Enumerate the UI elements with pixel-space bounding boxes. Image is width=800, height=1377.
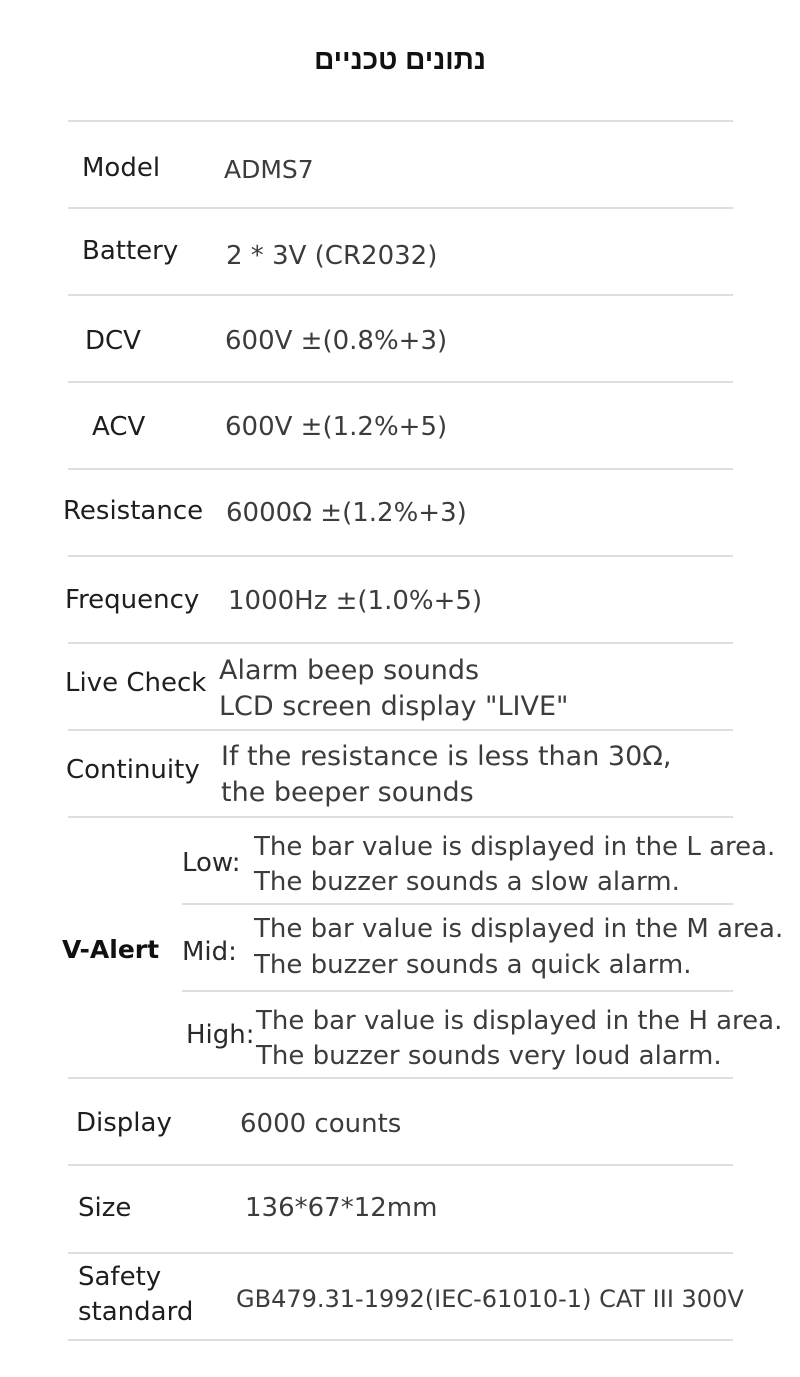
valert-line: The buzzer sounds very loud alarm. <box>256 1041 722 1071</box>
spec-value: GB479.31-1992(IEC-61010-1) CAT III 300V <box>236 1285 744 1313</box>
divider <box>68 642 733 644</box>
spec-label: V-Alert <box>62 935 160 964</box>
spec-label: Size <box>78 1193 132 1223</box>
spec-label: ACV <box>92 412 146 442</box>
valert-level-low: Low: <box>182 848 241 878</box>
divider <box>182 903 733 905</box>
spec-label: Battery <box>82 236 179 266</box>
spec-value: 2 * 3V (CR2032) <box>226 241 438 271</box>
spec-label: Continuity <box>66 755 200 785</box>
spec-value: 600V ±(1.2%+5) <box>225 412 448 442</box>
valert-line: The bar value is displayed in the H area. <box>256 1006 783 1036</box>
spec-value-line: Alarm beep sounds <box>219 655 480 686</box>
divider <box>68 207 733 209</box>
spec-label-line: standard <box>78 1297 194 1327</box>
divider <box>68 729 733 731</box>
valert-level-high: High: <box>186 1020 255 1050</box>
spec-value-line: the beeper sounds <box>221 777 474 808</box>
valert-line: The buzzer sounds a slow alarm. <box>254 867 680 897</box>
divider <box>68 1252 733 1254</box>
divider <box>68 816 733 818</box>
spec-label: Display <box>76 1108 172 1138</box>
valert-line: The buzzer sounds a quick alarm. <box>254 950 692 980</box>
spec-value: 136*67*12mm <box>245 1193 438 1223</box>
divider <box>182 990 733 992</box>
spec-value: 6000 counts <box>240 1109 402 1139</box>
spec-label: Live Check <box>65 668 207 698</box>
spec-value-line: If the resistance is less than 30Ω, <box>221 741 672 772</box>
spec-value: 6000Ω ±(1.2%+3) <box>226 498 467 528</box>
divider <box>68 555 733 557</box>
divider <box>68 120 733 122</box>
divider <box>68 1164 733 1166</box>
divider <box>68 468 733 470</box>
spec-label: Resistance <box>63 496 204 526</box>
spec-value: ADMS7 <box>224 155 314 184</box>
valert-level-mid: Mid: <box>182 937 237 967</box>
spec-value: 600V ±(0.8%+3) <box>225 326 448 356</box>
divider <box>68 381 733 383</box>
divider <box>68 1077 733 1079</box>
valert-line: The bar value is displayed in the L area. <box>254 832 776 862</box>
spec-label: Frequency <box>65 585 200 615</box>
valert-line: The bar value is displayed in the M area. <box>254 914 784 944</box>
spec-value-line: LCD screen display "LIVE" <box>219 691 569 722</box>
spec-value: 1000Hz ±(1.0%+5) <box>228 586 483 616</box>
divider <box>68 294 733 296</box>
spec-label: Model <box>82 153 161 183</box>
spec-label-line: Safety <box>78 1262 162 1292</box>
spec-label: DCV <box>85 326 141 356</box>
divider <box>68 1339 733 1341</box>
page-title: נתונים טכניים <box>314 44 486 75</box>
